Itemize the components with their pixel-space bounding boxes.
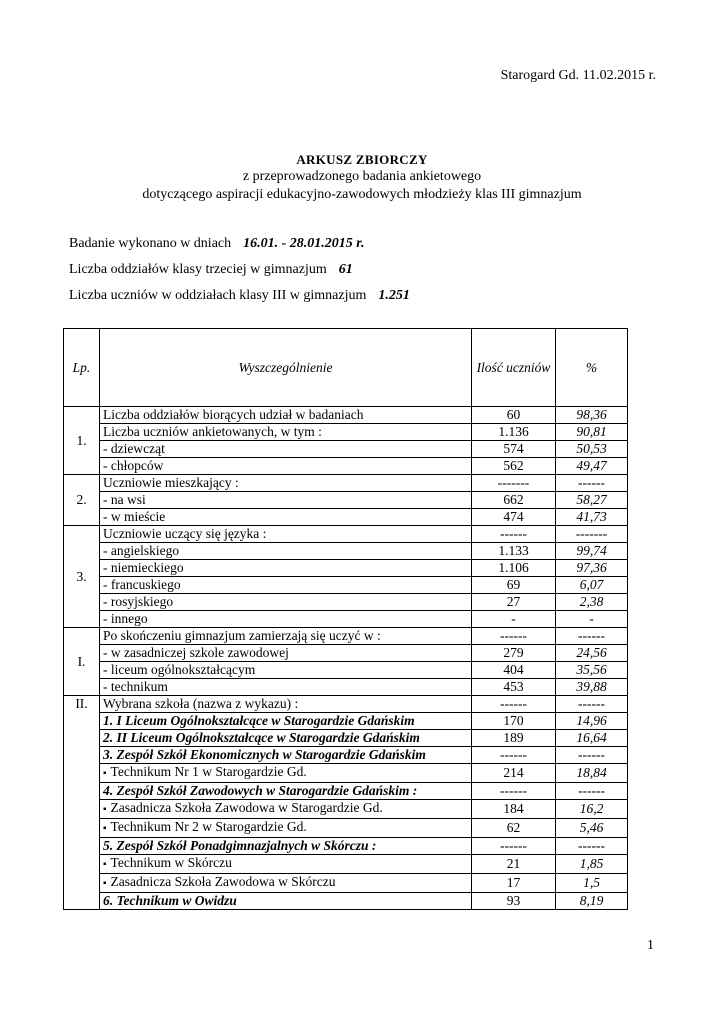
row-count: ------	[472, 783, 556, 800]
group-number: II.	[64, 696, 100, 910]
row-description: - innego	[100, 611, 472, 628]
row-percent: 41,73	[556, 509, 628, 526]
row-percent: 14,96	[556, 713, 628, 730]
table-row	[64, 526, 628, 543]
table-row	[64, 800, 628, 819]
row-description: - w mieście	[100, 509, 472, 526]
row-description: - w zasadniczej szkole zawodowej	[100, 645, 472, 662]
table-row	[64, 492, 628, 509]
row-description: ▪ Technikum Nr 2 w Starogardzie Gd.	[100, 819, 472, 838]
row-percent: ------	[556, 783, 628, 800]
row-percent: 24,56	[556, 645, 628, 662]
row-percent: 35,56	[556, 662, 628, 679]
row-percent: 8,19	[556, 893, 628, 910]
row-percent: 90,81	[556, 424, 628, 441]
table-row	[64, 855, 628, 874]
row-count: 574	[472, 441, 556, 458]
row-percent: 1,85	[556, 855, 628, 874]
row-count: -------	[472, 475, 556, 492]
page-number: 1	[647, 938, 654, 953]
row-count: 62	[472, 819, 556, 838]
header-lp: Lp.	[64, 329, 100, 407]
row-count: 1.106	[472, 560, 556, 577]
row-percent: 18,84	[556, 764, 628, 783]
row-count: 474	[472, 509, 556, 526]
table-row	[64, 874, 628, 893]
row-count: ------	[472, 628, 556, 645]
row-percent: 97,36	[556, 560, 628, 577]
row-percent: 1,5	[556, 874, 628, 893]
row-count: 662	[472, 492, 556, 509]
bullet-icon: ▪	[103, 859, 107, 870]
table-row	[64, 713, 628, 730]
table-row	[64, 407, 628, 424]
table-row	[64, 696, 628, 713]
header-description: Wyszczególnienie	[100, 329, 472, 407]
table-row	[64, 543, 628, 560]
row-percent: 58,27	[556, 492, 628, 509]
row-count: 453	[472, 679, 556, 696]
bullet-icon: ▪	[103, 768, 107, 779]
row-description: Liczba oddziałów biorących udział w badaniach	[100, 407, 472, 424]
table-row	[64, 838, 628, 855]
table-row	[64, 819, 628, 838]
bullet-icon: ▪	[103, 823, 107, 834]
table-row	[64, 645, 628, 662]
row-description: 6. Technikum w Owidzu	[100, 893, 472, 910]
info-value: 1.251	[378, 288, 410, 303]
row-percent: 39,88	[556, 679, 628, 696]
table-row	[64, 441, 628, 458]
row-description: - dziewcząt	[100, 441, 472, 458]
bullet-icon: ▪	[103, 804, 107, 815]
row-description: - technikum	[100, 679, 472, 696]
row-count: 1.133	[472, 543, 556, 560]
row-description: ▪ Technikum Nr 1 w Starogardzie Gd.	[100, 764, 472, 783]
row-description: Uczniowie uczący się języka :	[100, 526, 472, 543]
row-count: 404	[472, 662, 556, 679]
table-row	[64, 577, 628, 594]
group-number: I.	[64, 628, 100, 696]
row-percent: 99,74	[556, 543, 628, 560]
row-percent: ------	[556, 696, 628, 713]
row-count: ------	[472, 747, 556, 764]
row-count: ------	[472, 526, 556, 543]
table-row	[64, 458, 628, 475]
row-description: 1. I Liceum Ogólnokształcące w Starogardzie Gdańskim	[100, 713, 472, 730]
row-count: 60	[472, 407, 556, 424]
row-description: 4. Zespół Szkół Zawodowych w Starogardzie Gdańskim :	[100, 783, 472, 800]
table-row	[64, 730, 628, 747]
row-count: 17	[472, 874, 556, 893]
group-number: 1.	[64, 407, 100, 475]
row-description: - francuskiego	[100, 577, 472, 594]
table-row	[64, 424, 628, 441]
row-description: ▪ Technikum w Skórczu	[100, 855, 472, 874]
table-row	[64, 475, 628, 492]
header-count: Ilość uczniów	[472, 329, 556, 407]
group-number: 2.	[64, 475, 100, 526]
row-count: -	[472, 611, 556, 628]
table-row	[64, 628, 628, 645]
row-count: 184	[472, 800, 556, 819]
row-percent: 2,38	[556, 594, 628, 611]
row-percent: ------	[556, 628, 628, 645]
document-subtitle-1: z przeprowadzonego badania ankietowego	[242, 169, 482, 184]
row-description: - rosyjskiego	[100, 594, 472, 611]
row-percent: -	[556, 611, 628, 628]
row-percent: 50,53	[556, 441, 628, 458]
row-description: ▪ Zasadnicza Szkoła Zawodowa w Skórczu	[100, 874, 472, 893]
info-class-count	[69, 262, 353, 278]
group-number: 3.	[64, 526, 100, 628]
info-student-count	[69, 288, 410, 304]
document-subtitle-2: dotyczącego aspiracji edukacyjno-zawodowych młodzieży klas III gimnazjum	[142, 187, 582, 202]
table-row	[64, 893, 628, 910]
row-percent: 49,47	[556, 458, 628, 475]
row-count: 170	[472, 713, 556, 730]
header-percent: %	[556, 329, 628, 407]
table-row	[64, 509, 628, 526]
row-percent: 5,46	[556, 819, 628, 838]
row-description: Uczniowie mieszkający :	[100, 475, 472, 492]
row-count: 279	[472, 645, 556, 662]
document-date: Starogard Gd. 11.02.2015 r.	[500, 68, 656, 83]
row-description: Wybrana szkoła (nazwa z wykazu) :	[100, 696, 472, 713]
table-row	[64, 560, 628, 577]
row-percent: -------	[556, 526, 628, 543]
row-description: - chłopców	[100, 458, 472, 475]
table-header-row	[64, 329, 628, 407]
info-value: 61	[338, 262, 353, 277]
bullet-icon: ▪	[103, 878, 107, 889]
row-description: 2. II Liceum Ogólnokształcące w Starogardzie Gdańskim	[100, 730, 472, 747]
summary-table	[63, 328, 628, 910]
info-label: Liczba uczniów w oddziałach klasy III w gimnazjum	[69, 288, 367, 303]
row-count: ------	[472, 696, 556, 713]
table-row	[64, 611, 628, 628]
row-percent: ------	[556, 838, 628, 855]
row-description: - liceum ogólnokształcącym	[100, 662, 472, 679]
row-percent: 16,2	[556, 800, 628, 819]
info-value: 16.01. - 28.01.2015 r.	[243, 236, 365, 251]
row-description: - na wsi	[100, 492, 472, 509]
row-description: ▪ Zasadnicza Szkoła Zawodowa w Starogardzie Gd.	[100, 800, 472, 819]
table-row	[64, 783, 628, 800]
row-description: Po skończeniu gimnazjum zamierzają się uczyć w :	[100, 628, 472, 645]
row-description: - niemieckiego	[100, 560, 472, 577]
row-description: 5. Zespół Szkół Ponadgimnazjalnych w Skórczu :	[100, 838, 472, 855]
row-count: 562	[472, 458, 556, 475]
row-description: 3. Zespół Szkół Ekonomicznych w Starogardzie Gdańskim	[100, 747, 472, 764]
row-description: Liczba uczniów ankietowanych, w tym :	[100, 424, 472, 441]
row-count: 69	[472, 577, 556, 594]
table-row	[64, 679, 628, 696]
table-row	[64, 764, 628, 783]
row-percent: 16,64	[556, 730, 628, 747]
row-count: 1.136	[472, 424, 556, 441]
row-percent: 98,36	[556, 407, 628, 424]
row-percent: ------	[556, 475, 628, 492]
row-count: 27	[472, 594, 556, 611]
info-label: Badanie wykonano w dniach	[69, 236, 232, 251]
row-count: 93	[472, 893, 556, 910]
row-percent: ------	[556, 747, 628, 764]
document-title: ARKUSZ ZBIORCZY	[296, 152, 428, 167]
row-description: - angielskiego	[100, 543, 472, 560]
info-survey-dates	[69, 236, 364, 252]
info-label: Liczba oddziałów klasy trzeciej w gimnazjum	[69, 262, 327, 277]
row-percent: 6,07	[556, 577, 628, 594]
row-count: 214	[472, 764, 556, 783]
row-count: 21	[472, 855, 556, 874]
row-count: 189	[472, 730, 556, 747]
table-row	[64, 594, 628, 611]
table-row	[64, 662, 628, 679]
row-count: ------	[472, 838, 556, 855]
table-row	[64, 747, 628, 764]
